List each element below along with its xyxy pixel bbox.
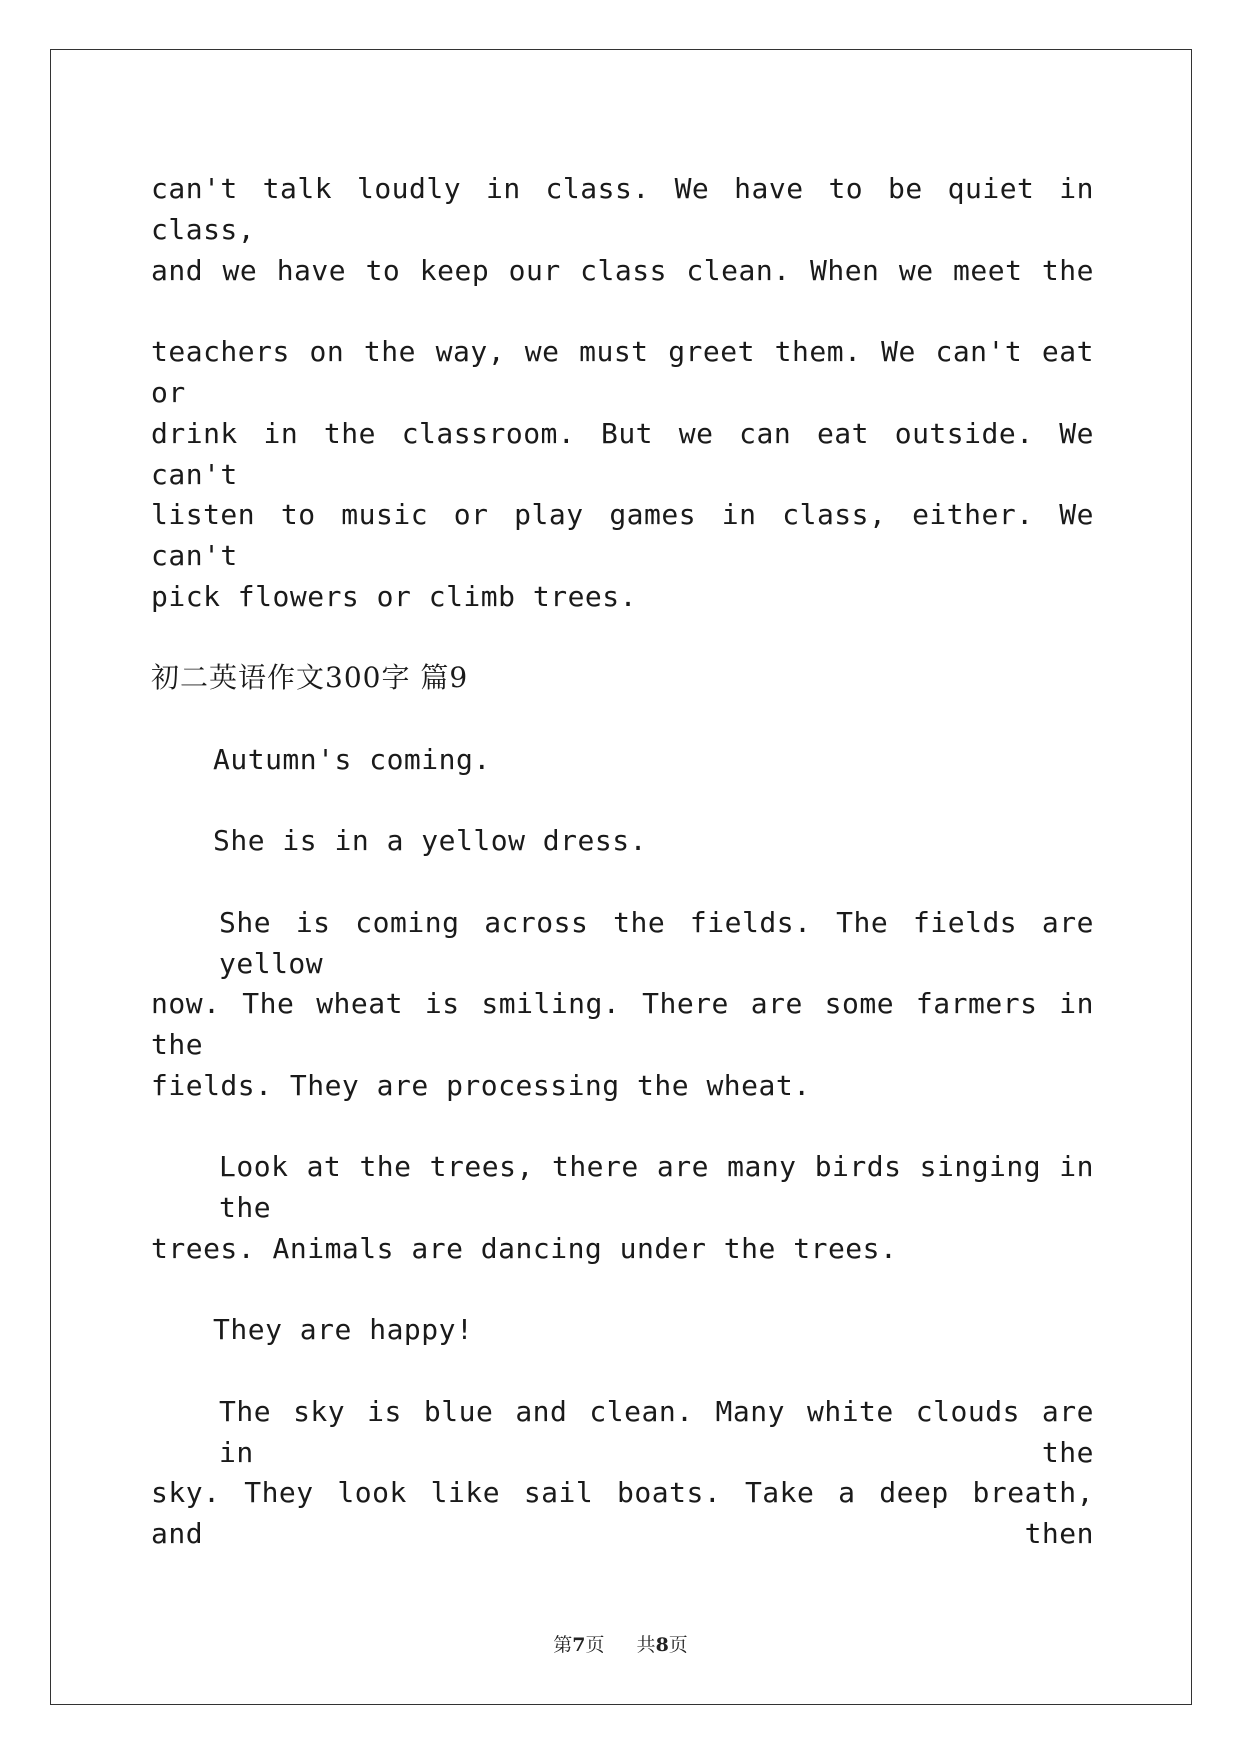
page-prefix: 第 [553,1634,573,1656]
paragraph-line: trees. Animals are dancing under the trees. [151,1231,898,1265]
total-prefix: 共 [636,1634,656,1656]
total-pages-indicator [637,1630,688,1657]
paragraph-line: Autumn's coming. [213,742,491,776]
text-line: listen to music or play games in class, either. We can't [151,498,1094,572]
paragraph-line: now. The wheat is smiling. There are some farmers in the [151,987,1094,1061]
paragraph-line: sky. They look like sail boats. Take a deep breath, and then [151,1476,1094,1550]
paragraph-line: They are happy! [213,1313,474,1346]
section-heading: 初二英语作文300字 篇9 [151,661,469,694]
total-pages: 8 [655,1634,669,1656]
page-footer [0,1630,1241,1657]
page-indicator [553,1630,604,1657]
paragraph-line: Look at the trees, there are many birds singing in the [219,1150,1094,1224]
paragraph-line: fields. They are processing the wheat. [151,1068,811,1102]
text-line: can't talk loudly in class. We have to be quiet in class, [151,172,1094,246]
paragraph-line: The sky is blue and clean. Many white clouds are in the [219,1394,1094,1469]
document-body [151,168,1094,1554]
paragraph-line: She is coming across the fields. The fields are yellow [219,905,1094,980]
page-number: 7 [572,1634,586,1656]
paragraph-line: She is in a yellow dress. [213,824,647,857]
text-line: drink in the classroom. But we can eat outside. We can't [151,416,1094,491]
text-line: and we have to keep our class clean. When we meet the [151,253,1094,287]
text-line: pick flowers or climb trees. [151,579,638,613]
total-suffix: 页 [668,1634,688,1656]
page-suffix: 页 [585,1634,605,1656]
text-line: teachers on the way, we must greet them. We can't eat or [151,335,1094,409]
